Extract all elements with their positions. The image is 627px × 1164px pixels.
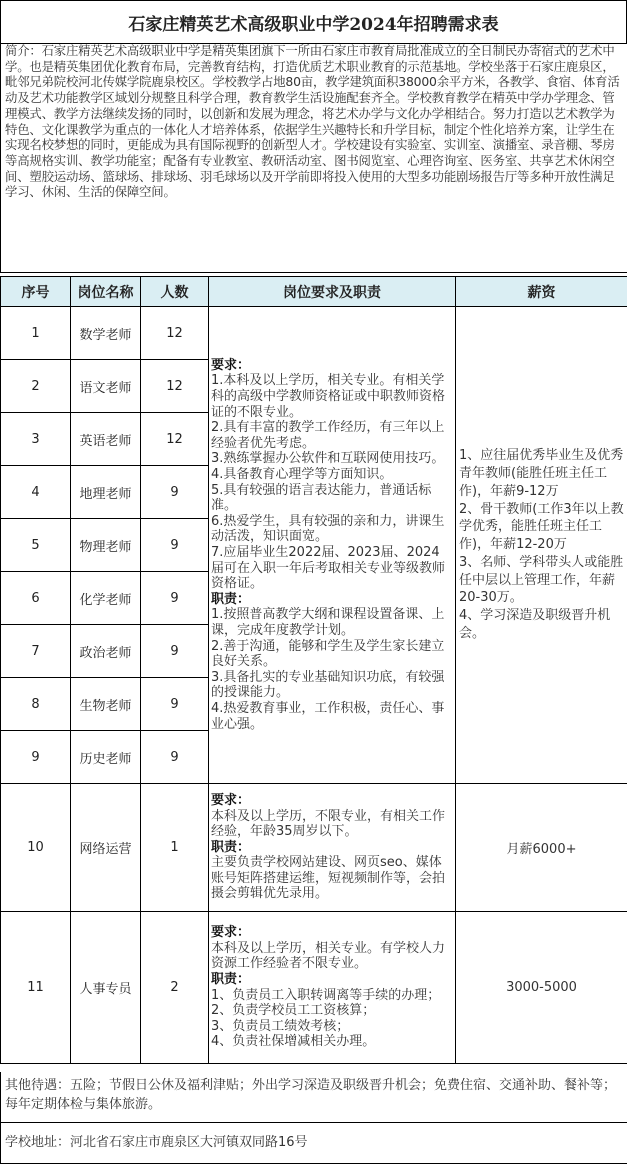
row-position: 人事专员	[71, 912, 141, 1064]
salary-item: 2、骨干教师(工作3年以上教学优秀，能胜任班主任工作)，年薪12-20万	[459, 501, 624, 553]
teacher-req-item: 6.热爱学生，具有较强的亲和力，讲课生动活泼，知识面宽。	[211, 513, 445, 545]
row-position: 地理老师	[71, 466, 141, 519]
row-no: 7	[1, 625, 71, 678]
row-count: 9	[141, 731, 209, 784]
row-no: 4	[1, 466, 71, 519]
table-header-row	[1, 277, 627, 307]
row-position: 网络运营	[71, 784, 141, 912]
row-position: 历史老师	[71, 731, 141, 784]
ops-duty-text: 主要负责学校网站建设、网页seo、媒体账号矩阵搭建运维，短视频制作等，会拍摄会剪辑优先录用。	[211, 855, 446, 902]
hr-salary: 3000-5000	[456, 912, 627, 1064]
row-no: 5	[1, 519, 71, 572]
table-row	[1, 912, 627, 1064]
row-count: 9	[141, 572, 209, 625]
hr-duty-label: 职责：	[211, 971, 251, 987]
ops-salary: 月薪6000+	[456, 784, 627, 912]
hr-duty-item: 2、负责学校员工工资核算；	[211, 1003, 376, 1019]
table-row	[1, 784, 627, 912]
recruitment-table	[0, 276, 627, 1064]
teacher-req-item: 5.具有较强的语言表达能力，普通话标准。	[211, 482, 432, 514]
teacher-duty-item: 1.按照普高教学大纲和课程设置备课、上课，完成年度教学计划。	[211, 607, 445, 638]
header-position: 岗位名称	[71, 277, 141, 307]
hr-duty-item: 1、负责员工入职转调离等手续的办理；	[211, 987, 441, 1003]
table-row	[1, 307, 627, 360]
row-count: 9	[141, 466, 209, 519]
school-intro: 简介：石家庄精英艺术高级职业中学是精英集团旗下一所由石家庄市教育局批准成立的全日制民办寄宿式的艺术中学。也是精英集团优化教育布局，完善教育结构，打造优质艺术职业教育的示范基地。学校坐落于石家庄鹿泉区，毗邻兄弟院校河北传媒学院鹿泉校区。学校教学占地80亩，教学建筑面积38000余平方米，各教学、食宿、体育活动及艺术功能教学区域划分规整且科学合理，教育教学生活设施配套齐全。学校教育教学在精英中学办学理念、管理模式、教学方法继续发扬的同时，以创新和发展为理念，将艺术办学与文化办学相结合。努力打造以艺术教学为特色、文化课教学为重点的一体化人才培养体系，依据学生兴趣特长和升学目标，制定个性化培养方案，让学生在实现名校梦想的同时，更能成为具有国际视野的创新型人才。学校建设有实验室、实训室、演播室、录音棚、琴房等高规格实训、教学功能室；配备有专业教室、教研活动室、图书阅览室、心理咨询室、医务室、共享艺术休闲空间、塑胶运动场、篮球场、排球场、羽毛球场以及开学前即将投入使用的大型多功能剧场报告厅等多种开放性满足学习、休闲、生活的保障空间。	[0, 43, 627, 273]
row-no: 1	[1, 307, 71, 360]
teacher-duty-item: 2.善于沟通，能够和学生及学生家长建立良好关系。	[211, 638, 445, 670]
teacher-req-item: 3.熟练掌握办公软件和互联网使用技巧。	[211, 451, 445, 467]
salary-item: 3、名师、学科带头人或能胜任中层以上管理工作，年薪20-30万。	[459, 554, 624, 606]
teacher-salary-cell	[456, 307, 627, 784]
teacher-duty-item: 3.具备扎实的专业基础知识功底，有较强的授课能力。	[211, 669, 445, 701]
header-count: 人数	[141, 277, 209, 307]
row-position: 政治老师	[71, 625, 141, 678]
row-no: 11	[1, 912, 71, 1064]
row-count: 12	[141, 307, 209, 360]
row-position: 物理老师	[71, 519, 141, 572]
row-no: 10	[1, 784, 71, 912]
row-count: 9	[141, 625, 209, 678]
row-no: 8	[1, 678, 71, 731]
ops-req-text: 本科及以上学历，不限专业，有相关工作经验，年龄35周岁以下。	[211, 808, 446, 840]
page-title: 石家庄精英艺术高级职业中学2024年招聘需求表	[0, 0, 627, 44]
salary-item: 1、应往届优秀毕业生及优秀青年教师(能胜任班主任工作)，年薪9-12万	[459, 448, 624, 499]
row-position: 语文老师	[71, 360, 141, 413]
row-count: 9	[141, 519, 209, 572]
teacher-req-item: 7.应届毕业生2022届、2023届、2024届可在入职一年后考取相关专业等级教师资格证。	[211, 545, 446, 592]
header-requirements: 岗位要求及职责	[209, 277, 456, 307]
row-no: 9	[1, 731, 71, 784]
teacher-req-item: 4.具备教育心理学等方面知识。	[211, 467, 393, 483]
other-benefits: 其他待遇：五险；节假日公休及福利津贴；外出学习深造及职级晋升机会；免费住宿、交通补助、餐补等；每年定期体检与集体旅游。	[0, 1072, 627, 1123]
salary-item: 4、学习深造及职级晋升机会。	[459, 608, 611, 642]
row-position: 化学老师	[71, 572, 141, 625]
ops-requirements-cell	[209, 784, 456, 912]
teacher-req-item: 1.本科及以上学历，相关专业。有相关学科的高级中学教师资格证或中职教师资格证的不限专业。	[211, 373, 446, 420]
hr-duty-item: 4、负责社保增减相关办理。	[211, 1034, 376, 1050]
row-count: 12	[141, 360, 209, 413]
hr-duty-item: 3、负责员工绩效考核；	[211, 1018, 350, 1034]
row-count: 2	[141, 912, 209, 1064]
teacher-req-label: 要求：	[211, 357, 251, 373]
ops-req-label: 要求：	[211, 792, 251, 808]
hr-req-label: 要求：	[211, 925, 251, 941]
row-position: 英语老师	[71, 413, 141, 466]
row-count: 12	[141, 413, 209, 466]
teacher-duty-label: 职责：	[211, 591, 251, 607]
row-no: 6	[1, 572, 71, 625]
hr-req-text: 本科及以上学历，相关专业。有学校人力资源工作经验者不限专业。	[211, 940, 446, 972]
ops-duty-label: 职责：	[211, 839, 251, 855]
header-salary: 薪资	[456, 277, 627, 307]
teacher-requirements-cell	[209, 307, 456, 784]
row-count: 1	[141, 784, 209, 912]
hr-requirements-cell	[209, 912, 456, 1064]
row-position: 生物老师	[71, 678, 141, 731]
teacher-duty-item: 4.热爱教育事业，工作积极，责任心、事业心强。	[211, 700, 445, 732]
teacher-req-item: 2.具有丰富的教学工作经历，有三年以上经验者优先考虑。	[211, 420, 445, 451]
row-no: 2	[1, 360, 71, 413]
row-no: 3	[1, 413, 71, 466]
row-position: 数学老师	[71, 307, 141, 360]
header-no: 序号	[1, 277, 71, 307]
school-address: 学校地址：河北省石家庄市鹿泉区大河镇双同路16号	[0, 1123, 627, 1164]
row-count: 9	[141, 678, 209, 731]
